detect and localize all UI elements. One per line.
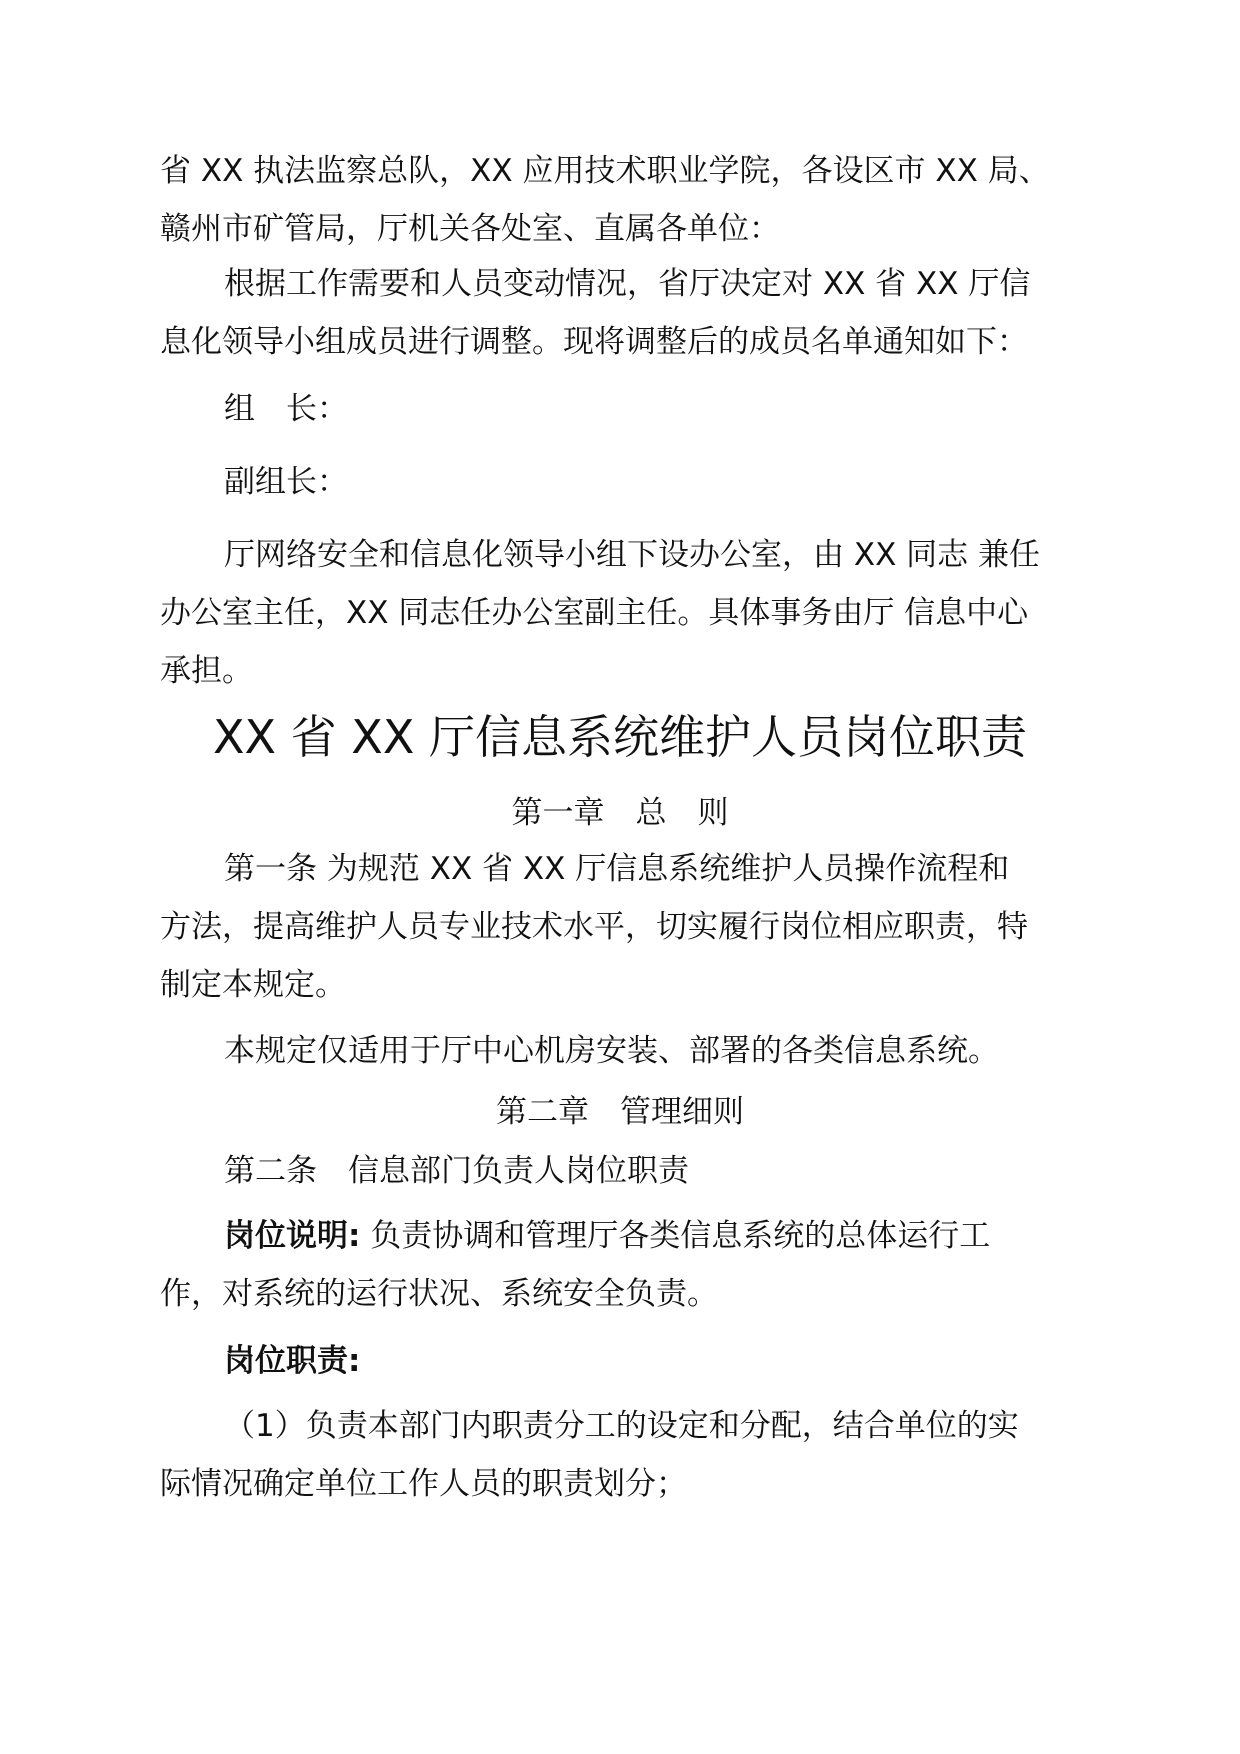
scope-paragraph bbox=[160, 1022, 1090, 1080]
duty-item-1-line-1: （1）负责本部门内职责分工的设定和分配，结合单位的实 bbox=[224, 1408, 1019, 1444]
office-line-2: 办公室主任，XX 同志任办公室副主任。具体事务由厅 信息中心 bbox=[160, 595, 1029, 631]
deputy-field bbox=[160, 453, 1090, 511]
office-paragraph bbox=[160, 526, 1090, 700]
chapter-2-heading: 第二章 管理细则 bbox=[496, 1094, 744, 1130]
document-title: XX 省 XX 厅信息系统维护人员岗位职责 bbox=[213, 710, 1027, 764]
chapter-1-heading: 第一章 总 则 bbox=[511, 795, 729, 831]
intro-paragraph bbox=[160, 142, 1090, 258]
article-1-line-3: 制定本规定。 bbox=[160, 967, 346, 1003]
post-description bbox=[160, 1207, 1090, 1323]
article-2 bbox=[160, 1142, 1090, 1200]
post-description-label: 岗位说明: bbox=[224, 1218, 361, 1254]
article-1-line-1: 第一条 为规范 XX 省 XX 厅信息系统维护人员操作流程和 bbox=[224, 851, 1010, 887]
post-description-line-2: 作，对系统的运行状况、系统安全负责。 bbox=[160, 1276, 718, 1312]
intro-line-1: 省 XX 执法监察总队，XX 应用技术职业学院，各设区市 XX 局、 bbox=[160, 153, 1050, 189]
office-line-1: 厅网络安全和信息化领导小组下设办公室，由 XX 同志 兼任 bbox=[224, 537, 1041, 573]
deputy-label: 副组长： bbox=[224, 464, 348, 500]
scope-line: 本规定仅适用于厅中心机房安装、部署的各类信息系统。 bbox=[224, 1033, 999, 1069]
adjustment-line-2: 息化领导小组成员进行调整。现将调整后的成员名单通知如下： bbox=[160, 324, 1028, 360]
leader-field bbox=[160, 380, 1090, 438]
post-description-line-1 bbox=[160, 1207, 1090, 1265]
duty-item-1 bbox=[160, 1397, 1090, 1513]
post-description-text: 负责协调和管理厅各类信息系统的总体运行工 bbox=[360, 1218, 991, 1254]
post-duties-label: 岗位职责: bbox=[224, 1343, 361, 1379]
adjustment-line-1: 根据工作需要和人员变动情况，省厅决定对 XX 省 XX 厅信 bbox=[224, 266, 1031, 302]
intro-line-2: 赣州市矿管局，厅机关各处室、直属各单位： bbox=[160, 211, 780, 247]
office-line-3: 承担。 bbox=[160, 653, 253, 689]
article-1 bbox=[160, 840, 1090, 1014]
leader-label: 组 长： bbox=[224, 391, 348, 427]
article-2-line: 第二条 信息部门负责人岗位职责 bbox=[224, 1153, 689, 1189]
article-1-line-2: 方法，提高维护人员专业技术水平，切实履行岗位相应职责，特 bbox=[160, 909, 1028, 945]
adjustment-paragraph bbox=[160, 255, 1090, 371]
post-duties bbox=[160, 1332, 1090, 1390]
duty-item-1-line-2: 际情况确定单位工作人员的职责划分； bbox=[160, 1466, 687, 1502]
